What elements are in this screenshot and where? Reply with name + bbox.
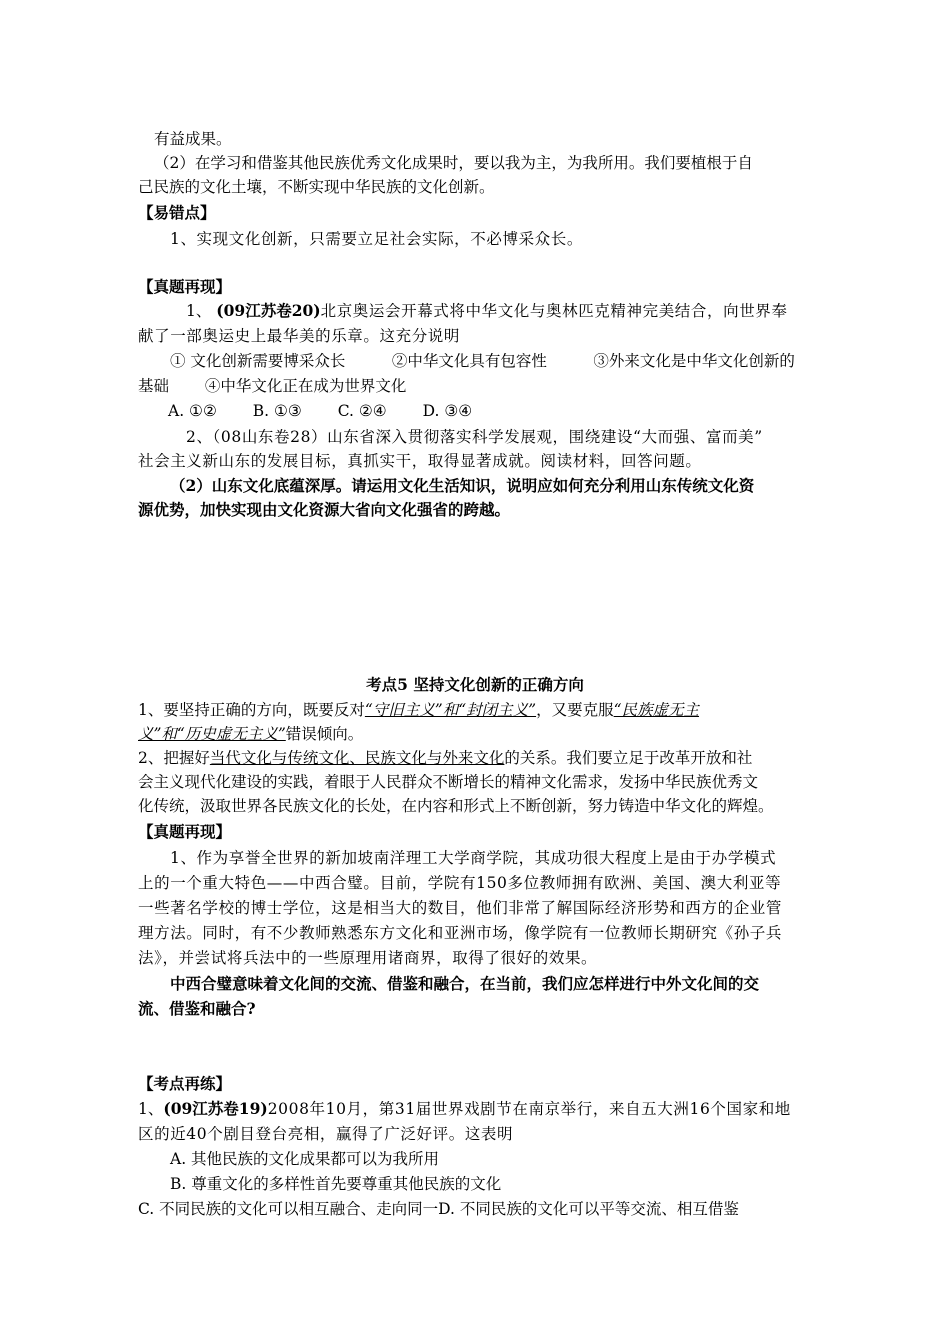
question-2-sub: 源优势，加快实现由文化资源大省向文化强省的跨越。 <box>138 500 511 519</box>
material-line: 上的一个重大特色——中西合璧。目前，学院有150多位教师拥有欧洲、美国、澳大利亚等 <box>138 874 782 892</box>
section-heading-yicuo: 【易错点】 <box>138 203 216 222</box>
paragraph-line: 己民族的文化土壤，不断实现中华民族的文化创新。 <box>138 178 495 196</box>
point-text: ，又要克服 <box>536 701 614 719</box>
question-options: 基础 ④中华文化正在成为世界文化 <box>138 377 407 395</box>
question-1-line <box>186 299 788 323</box>
question-line: 中西合璧意味着文化间的交流、借鉴和融合，在当前，我们应怎样进行中外文化间的交 <box>170 974 760 993</box>
section-heading-zailian: 【考点再练】 <box>138 1074 232 1093</box>
underlined-term: 当代文化与传统文化、民族文化与外来文化 <box>209 749 505 767</box>
section-heading-zhenti: 【真题再现】 <box>138 277 232 296</box>
underlined-term: “民族虚无主 <box>613 701 700 719</box>
question-number: 1、 <box>186 302 217 320</box>
point-2-line: 化传统，汲取世界各民族文化的长处，在内容和形式上不断创新，努力铸造中华文化的辉煌。 <box>138 797 774 815</box>
yicuo-item: 1、实现文化创新，只需要立足社会实际，不必博采众长。 <box>170 230 583 248</box>
material-line: 法》，并尝试将兵法中的一些原理用诸商界，取得了很好的效果。 <box>138 949 598 967</box>
answer-choices: A. ①② B. ①③ C. ②④ D. ③④ <box>168 402 473 420</box>
point-text: 错误倾向。 <box>285 725 364 743</box>
underlined-term: 义”和“历史虚无主义” <box>138 725 286 743</box>
point-2-line <box>138 746 752 770</box>
question-2-line: 2、（08山东卷28）山东省深入贯彻落实科学发展观，围绕建设“大而强、富而美” <box>186 428 763 446</box>
question-1-line <box>138 1097 791 1121</box>
point-1-line <box>138 698 699 722</box>
option-b: B. 尊重文化的多样性首先要尊重其他民族的文化 <box>170 1175 502 1193</box>
question-text: 2008年10月，第31届世界戏剧节在南京举行，来自五大洲16个国家和地 <box>267 1100 791 1118</box>
point-text: 的关系。我们要立足于改革开放和社 <box>504 749 753 767</box>
point-1-line <box>138 722 363 746</box>
question-line: 流、借鉴和融合? <box>138 999 256 1018</box>
question-2-sub: （2）山东文化底蕴深厚。请运用文化生活知识，说明应如何充分利用山东传统文化资 <box>170 476 755 495</box>
section-heading-zhenti: 【真题再现】 <box>138 822 232 841</box>
section-title: 考点5 坚持文化创新的正确方向 <box>366 675 584 694</box>
underlined-term: “守旧主义”和“封闭主义” <box>364 701 537 719</box>
question-source: (09江苏卷19) <box>163 1099 268 1118</box>
question-text: 区的近40个剧目登台亮相，赢得了广泛好评。这表明 <box>138 1125 514 1143</box>
paragraph-line: （2）在学习和借鉴其他民族优秀文化成果时，要以我为主，为我所用。我们要植根于自 <box>154 154 753 172</box>
material-line: 1、作为享誉全世界的新加坡南洋理工大学商学院，其成功很大程度上是由于办学模式 <box>170 849 777 867</box>
question-text: 北京奥运会开幕式将中华文化与奥林匹克精神完美结合，向世界奉 <box>320 302 788 320</box>
material-line: 理方法。同时，有不少教师熟悉东方文化和亚洲市场，像学院有一位教师长期研究《孙子兵 <box>138 924 783 942</box>
point-text: 2、把握好 <box>138 749 210 767</box>
question-2-line: 社会主义新山东的发展目标，真抓实干，取得显著成就。阅读材料，回答问题。 <box>138 452 702 470</box>
point-text: 1、要坚持正确的方向，既要反对 <box>138 701 365 719</box>
option-a: A. 其他民族的文化成果都可以为我所用 <box>170 1150 440 1168</box>
material-line: 一些著名学校的博士学位，这是相当大的数目，他们非常了解国际经济形势和西方的企业管 <box>138 899 783 917</box>
question-options: ① 文化创新需要博采众长 ②中华文化具有包容性 ③外来文化是中华文化创新的 <box>170 352 795 370</box>
question-number: 1、 <box>138 1100 164 1118</box>
question-text: 献了一部奥运史上最华美的乐章。这充分说明 <box>138 327 461 345</box>
point-2-line: 会主义现代化建设的实践，着眼于人民群众不断增长的精神文化需求，发扬中华民族优秀文 <box>138 773 759 791</box>
paragraph-line: 有益成果。 <box>154 130 232 148</box>
question-source: (09江苏卷20) <box>216 301 321 320</box>
option-cd: C. 不同民族的文化可以相互融合、走向同一D. 不同民族的文化可以平等交流、相互借鉴 <box>138 1200 739 1218</box>
